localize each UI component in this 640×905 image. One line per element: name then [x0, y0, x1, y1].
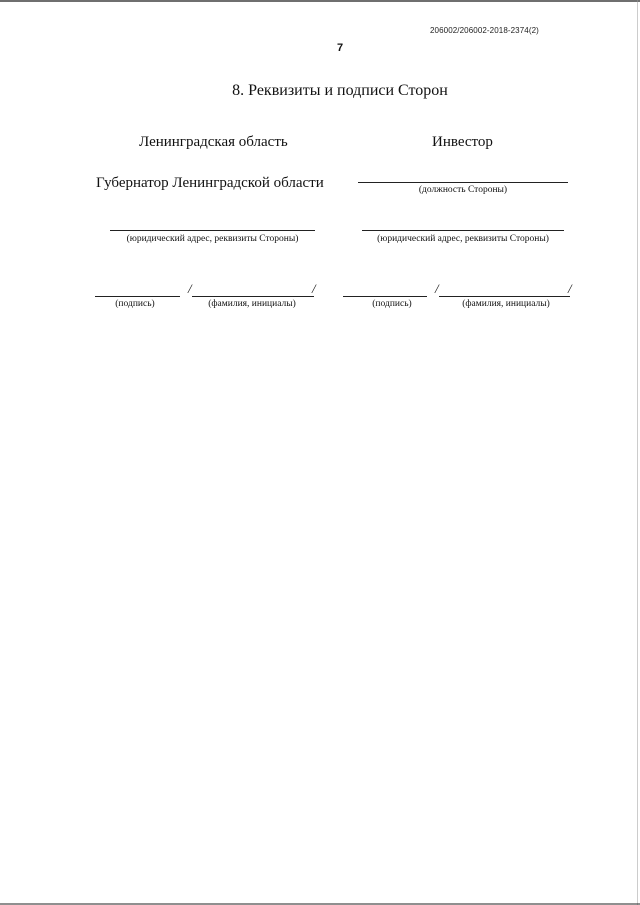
right-signature-caption: (подпись)	[372, 299, 412, 309]
right-name-caption: (фамилия, инициалы)	[462, 299, 550, 309]
document-id: 206002/206002-2018-2374(2)	[430, 26, 539, 35]
left-name-caption: (фамилия, инициалы)	[208, 299, 296, 309]
right-name-line	[439, 296, 570, 297]
scan-edge-top	[0, 0, 640, 2]
left-slash-open: /	[188, 281, 192, 296]
section-title: 8. Реквизиты и подписи Сторон	[232, 82, 448, 99]
left-slash-close: /	[312, 281, 316, 296]
left-signature-line	[95, 296, 180, 297]
left-party-position: Губернатор Ленинградской области	[96, 175, 324, 191]
left-address-line	[110, 230, 315, 231]
right-address-line	[362, 230, 564, 231]
right-signature-line	[343, 296, 427, 297]
page-number: 7	[336, 42, 344, 54]
left-signature-caption: (подпись)	[115, 299, 155, 309]
left-name-line	[192, 296, 314, 297]
scan-edge-right	[637, 0, 638, 905]
right-address-caption: (юридический адрес, реквизиты Стороны)	[377, 234, 549, 244]
right-slash-open: /	[435, 281, 439, 296]
right-position-line	[358, 182, 568, 183]
left-party-name: Ленинградская область	[139, 134, 288, 150]
right-party-name: Инвестор	[432, 134, 493, 150]
right-slash-close: /	[568, 281, 572, 296]
right-position-caption: (должность Стороны)	[418, 185, 508, 195]
left-address-caption: (юридический адрес, реквизиты Стороны)	[126, 234, 299, 244]
